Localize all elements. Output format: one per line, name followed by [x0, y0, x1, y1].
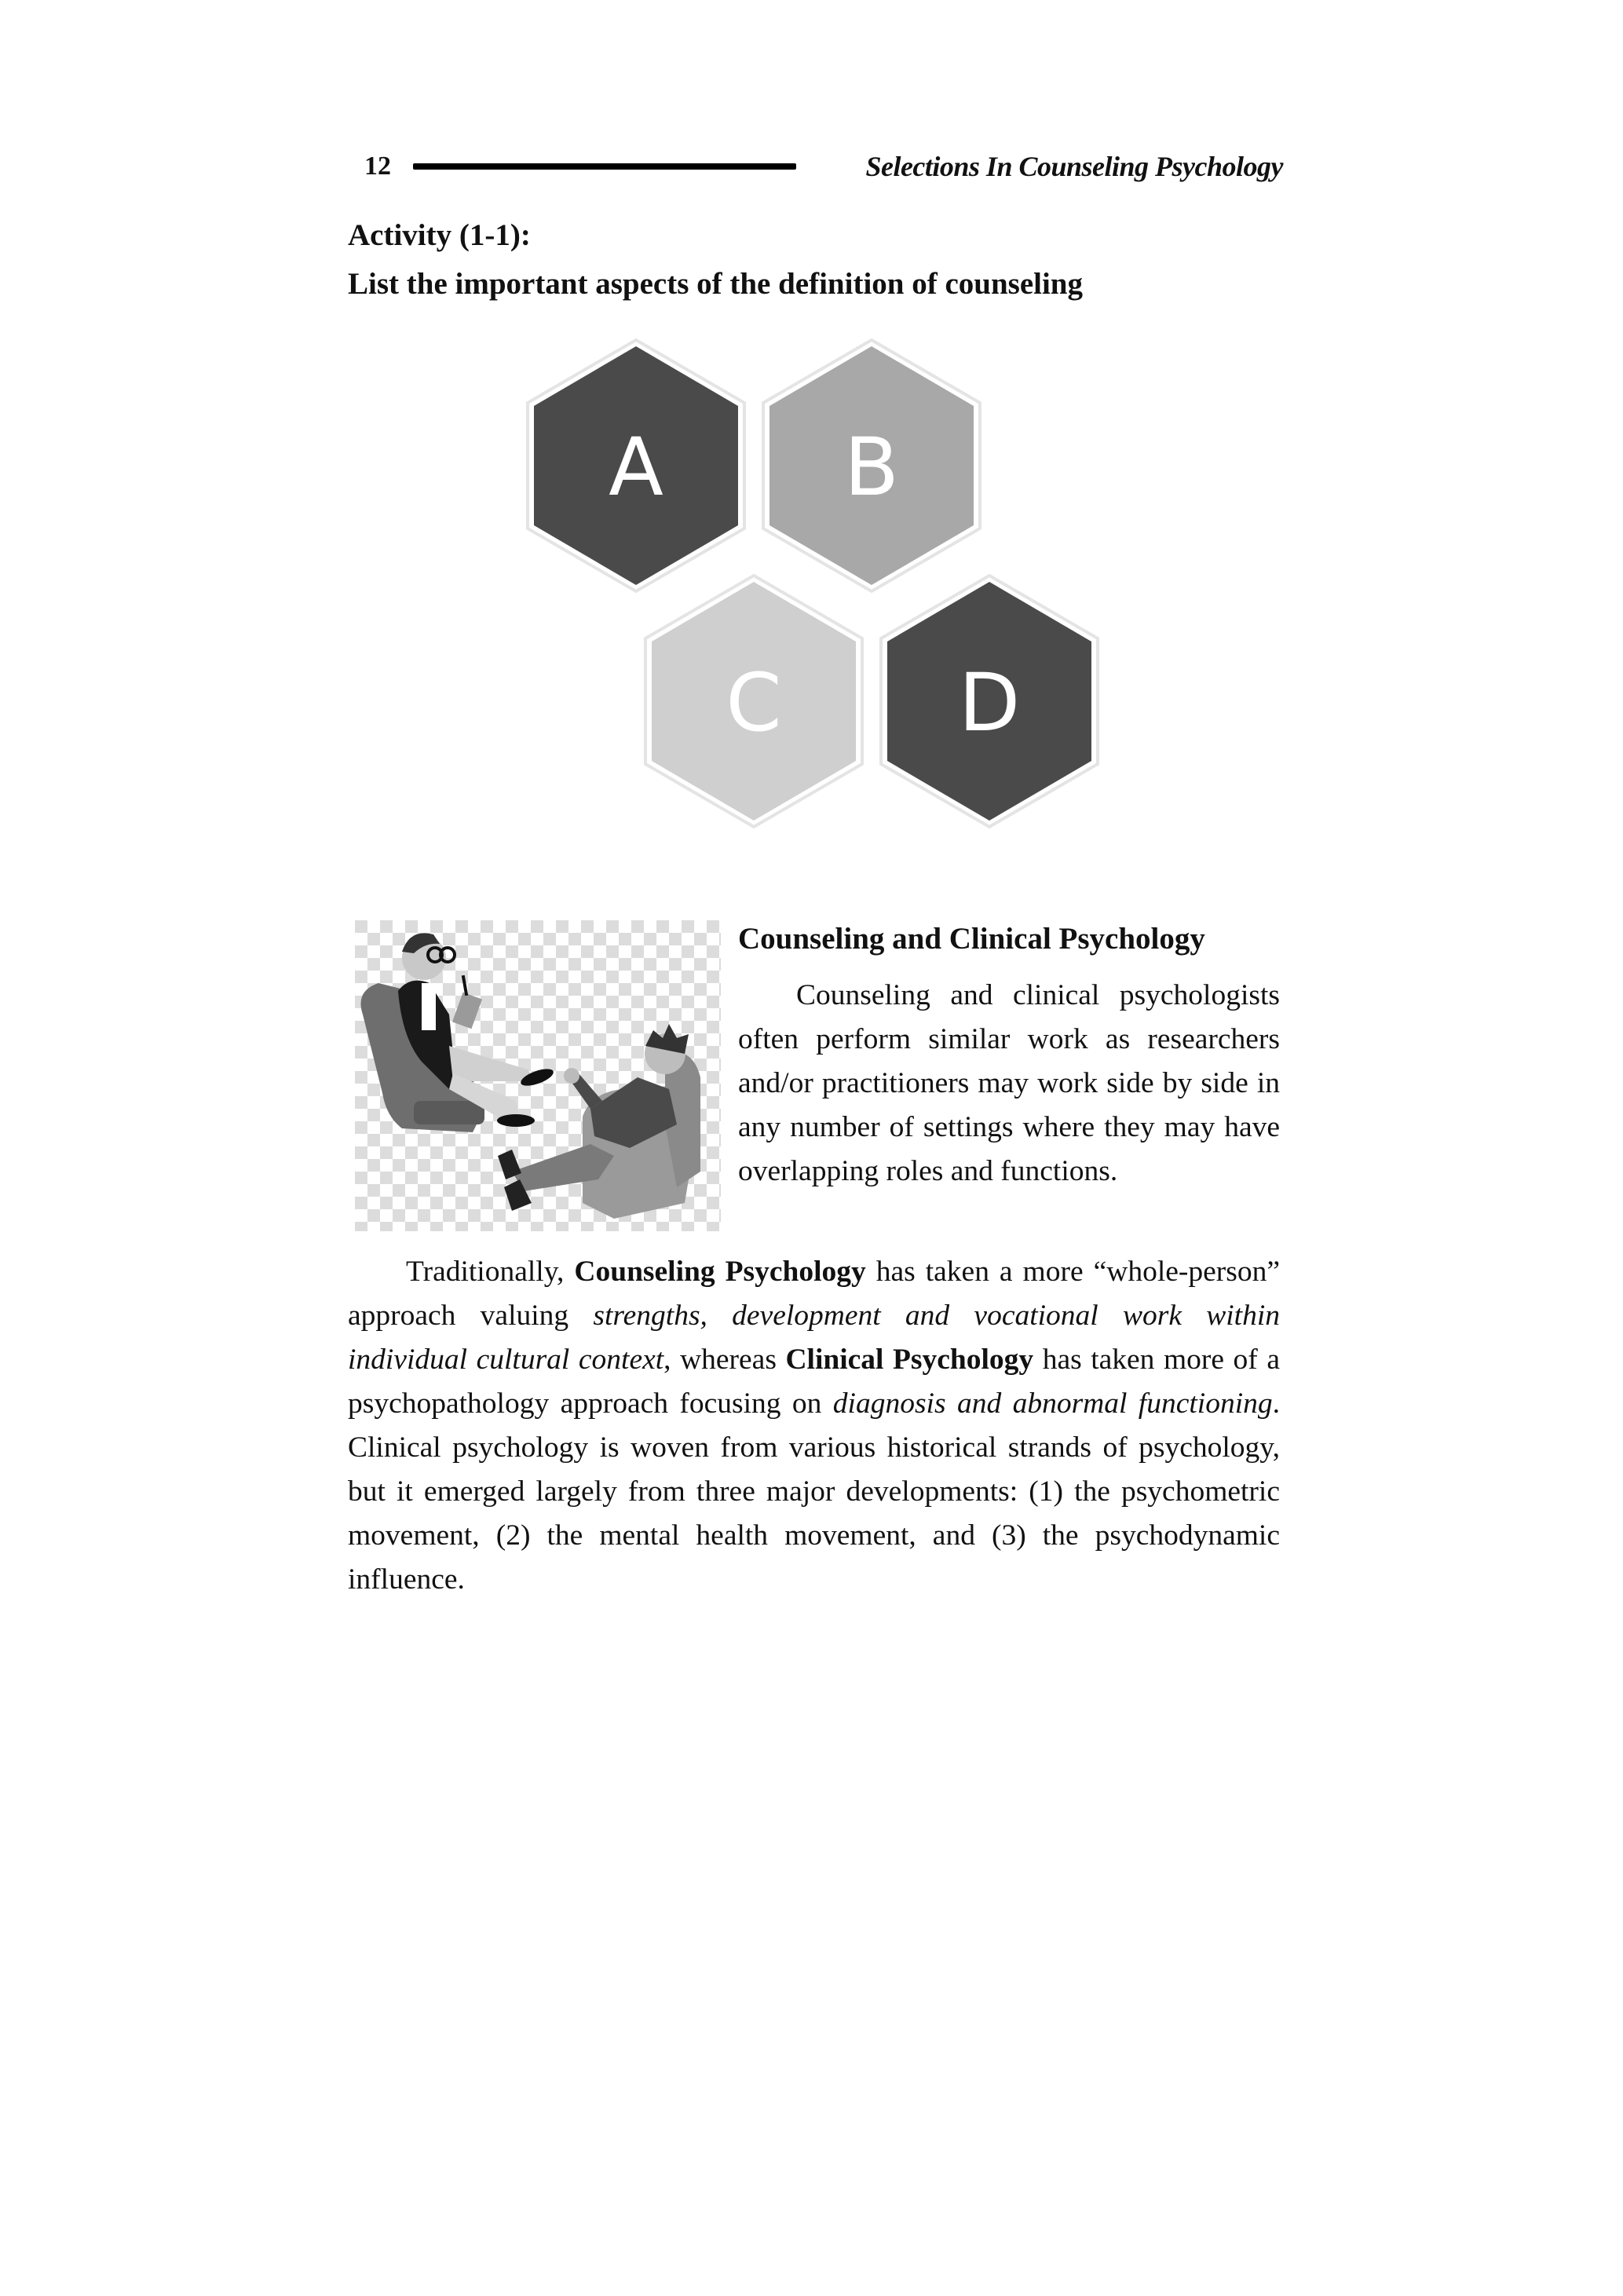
section-heading: Counseling and Clinical Psychology	[738, 922, 1205, 956]
hexagon-diagram	[510, 334, 1107, 860]
term-counseling-psychology: Counseling Psychology	[574, 1256, 866, 1288]
hexagon-c	[645, 576, 862, 827]
term-clinical-psychology: Clinical Psychology	[785, 1344, 1034, 1376]
hexagon-a	[528, 340, 744, 591]
body-text-run: has taken more of a psychopathology approach focusing on	[348, 1344, 1280, 1420]
hexagon-c-letter: C	[726, 656, 782, 750]
body-text-run: , whereas	[663, 1344, 786, 1376]
header-rule	[413, 163, 796, 170]
activity-prompt: List the important aspects of the definition of counseling	[348, 267, 1083, 301]
section-intro-paragraph: Counseling and clinical psychologists often perform similar work as researchers and/or practitioners may work side by side in any number of settings where they may have overlapping roles and functions.	[738, 979, 1280, 1187]
hexagon-d-letter: D	[958, 656, 1021, 750]
page-number: 12	[364, 152, 391, 181]
body-paragraph	[348, 1250, 1280, 1602]
hexagon-a-letter: A	[609, 421, 663, 514]
hexagon-d	[881, 576, 1098, 827]
hexagon-b	[763, 340, 980, 591]
counseling-session-illustration	[355, 920, 721, 1231]
page-header	[364, 146, 1283, 187]
body-text-run: . Clinical psychology is woven from various historical strands of psychology, but it emerged largely from three major developments: (1) the psychometric movement, (2) the mental health movement, and (3) the psychodynamic influence.	[348, 1387, 1280, 1596]
running-title: Selections In Counseling Psychology	[865, 151, 1283, 182]
emphasis-diagnosis: diagnosis and abnormal functioning	[832, 1387, 1273, 1420]
body-text-run: has taken a more “whole-person” approach valuing	[348, 1256, 1280, 1332]
hexagon-b-letter: B	[844, 421, 899, 514]
activity-title: Activity (1-1):	[348, 218, 531, 252]
body-text-run: Traditionally,	[406, 1256, 575, 1288]
emphasis-strengths: strengths, development and vocational work within individual cultural context	[348, 1300, 1280, 1376]
